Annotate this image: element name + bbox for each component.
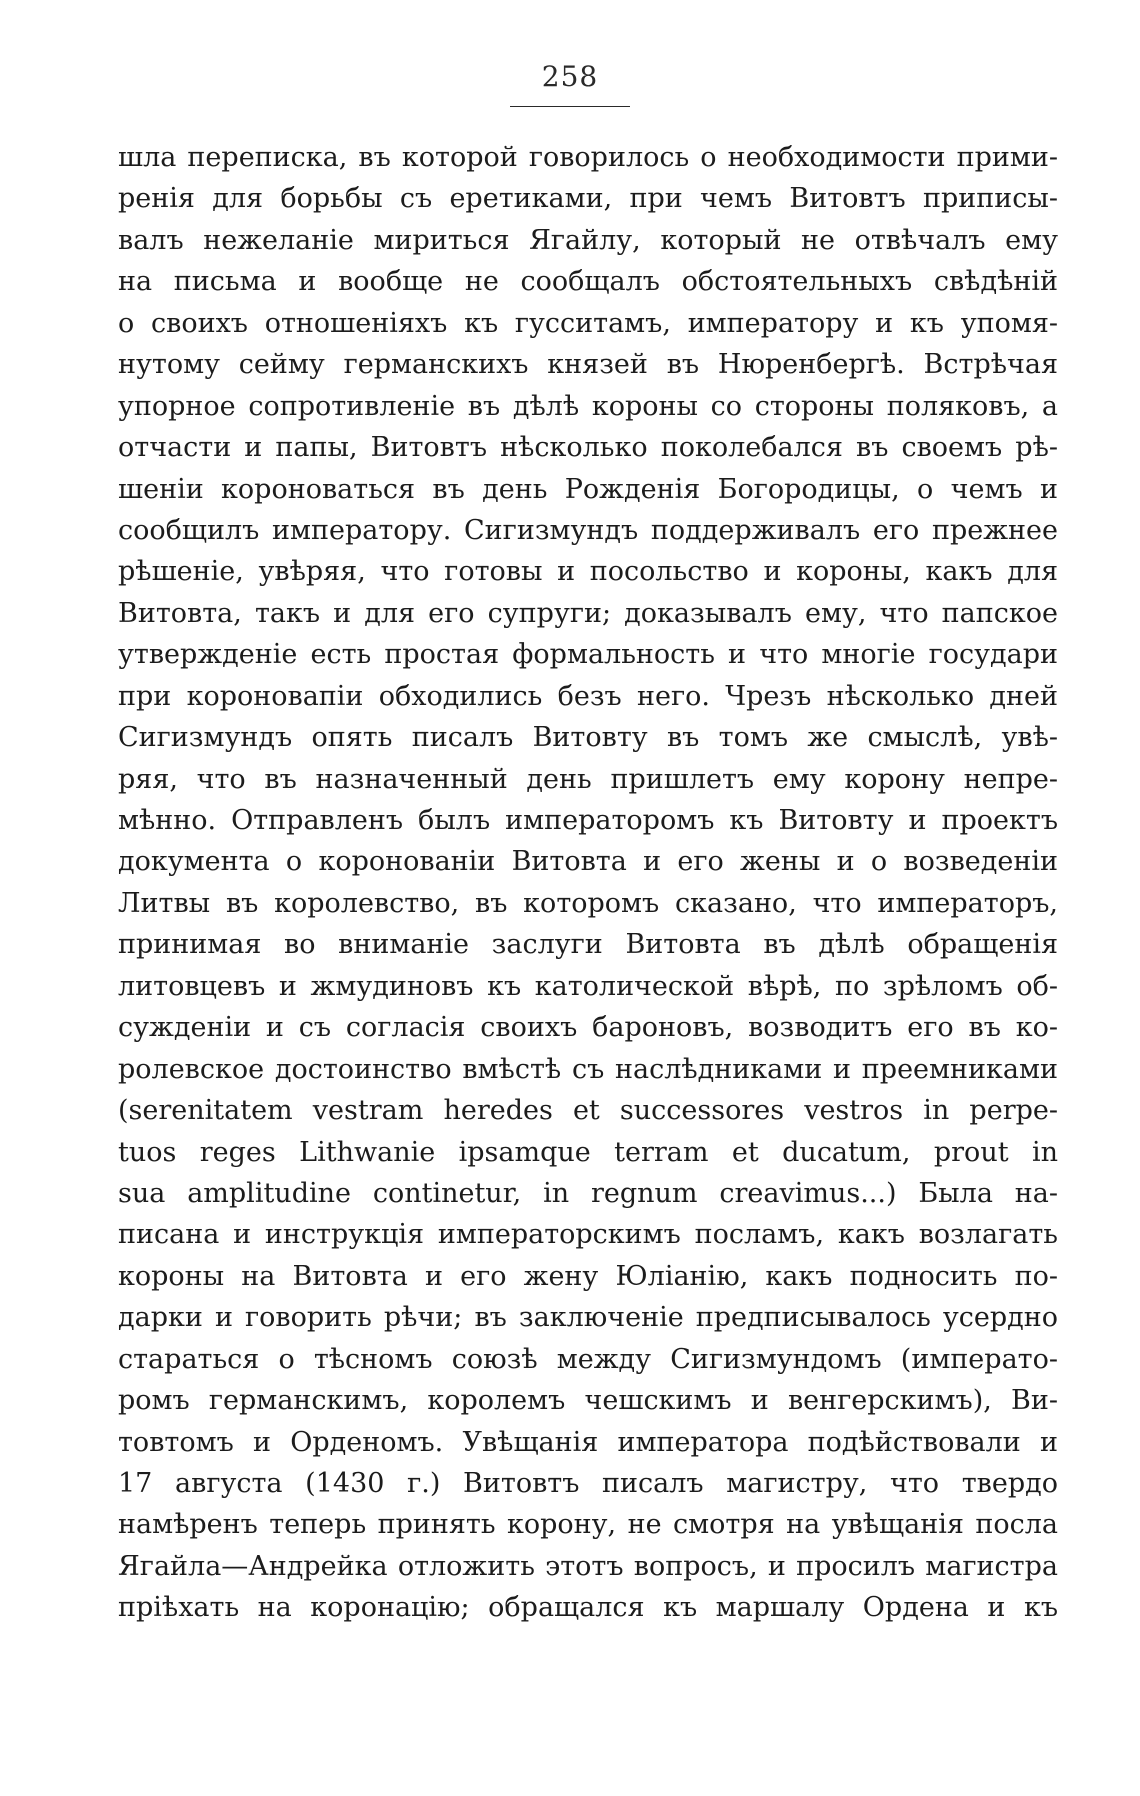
text-line: шеніи короноваться въ день Рожденія Богородицы, о чемъ и [118, 473, 1058, 505]
text-line: принимая во вниманіе заслуги Витовта въ дѣлѣ обращенія [118, 929, 1058, 961]
text-line: литовцевъ и жмудиновъ къ католической вѣрѣ, по зрѣломъ об- [118, 970, 1058, 1002]
text-line: намѣренъ теперь принять корону, не смотря на увѣщанія посла [118, 1509, 1058, 1541]
text-line: упорное сопротивленіе въ дѣлѣ короны со стороны поляковъ, а [118, 390, 1058, 422]
text-line: Ягайла—Андрейка отложить этотъ вопросъ, и просилъ магистра [118, 1550, 1058, 1582]
text-line: мѣнно. Отправленъ былъ императоромъ къ Витовту и проектъ [118, 805, 1058, 836]
text-line: писана и инструкція императорскимъ посламъ, какъ возлагать [118, 1219, 1058, 1251]
body-text [118, 137, 1058, 1629]
text-line: нутому сейму германскихъ князей въ Нюренбергѣ. Встрѣчая [118, 349, 1058, 381]
text-line: пріѣхать на коронацію; обращался къ маршалу Ордена и къ [118, 1592, 1058, 1624]
text-line: tuos reges Lithwanie ipsamque terram et ducatum, prout in [118, 1136, 1058, 1168]
text-line: шла переписка, въ которой говорилось о необходимости прими- [118, 142, 1058, 173]
text-line: на письма и вообще не сообщалъ обстоятельныхъ свѣдѣній [118, 266, 1058, 298]
text-line: дарки и говорить рѣчи; въ заключеніе предписывалось усердно [118, 1302, 1058, 1334]
text-line: короны на Витовта и его жену Юліанію, какъ подносить по- [118, 1260, 1058, 1292]
text-line: сообщилъ императору. Сигизмундъ поддерживалъ его прежнее [118, 514, 1058, 546]
text-line: отчасти и папы, Витовтъ нѣсколько поколебался въ своемъ рѣ- [118, 432, 1058, 464]
page-number: 258 [541, 60, 599, 93]
text-line: (serenitatem vestram heredes et successores vestros in perpe- [118, 1095, 1058, 1127]
text-line: Витовта, такъ и для его супруги; доказывалъ ему, что папское [118, 597, 1058, 629]
text-line: ренія для борьбы съ еретиками, при чемъ Витовтъ приписы- [118, 183, 1058, 215]
text-line: sua amplitudine continetur, in regnum creavimus...) Была на- [118, 1177, 1058, 1209]
text-line: документа о коронованіи Витовта и его жены и о возведеніи [118, 846, 1058, 878]
text-line: стараться о тѣсномъ союзѣ между Сигизмундомъ (императо- [118, 1343, 1058, 1375]
text-line: утвержденіе есть простая формальность и что многіе государи [118, 639, 1058, 671]
text-line: Литвы въ королевство, въ которомъ сказано, что императоръ, [118, 887, 1058, 919]
text-line: валъ нежеланіе мириться Ягайлу, который не отвѣчалъ ему [118, 224, 1058, 256]
text-line: Сигизмундъ опять писалъ Витовту въ томъ же смыслѣ, увѣ- [118, 722, 1058, 754]
text-line: товтомъ и Орденомъ. Увѣщанія императора подѣйствовали и [118, 1426, 1058, 1458]
text-line: ряя, что въ назначенный день пришлетъ ему корону непре- [118, 763, 1058, 795]
text-line: 17 августа (1430 г.) Витовтъ писалъ магистру, что твердо [118, 1468, 1058, 1499]
page-number-container [0, 60, 1140, 93]
text-line: сужденіи и съ согласія своихъ бароновъ, возводитъ его въ ко- [118, 1012, 1058, 1044]
text-line: рѣшеніе, увѣряя, что готовы и посольство и короны, какъ для [118, 556, 1058, 588]
page-number-underline [510, 106, 630, 107]
text-line: при короновапіи обходились безъ него. Чрезъ нѣсколько дней [118, 680, 1058, 712]
text-line: о своихъ отношеніяхъ къ гусситамъ, императору и къ упомя- [118, 307, 1058, 339]
text-line: ролевское достоинство вмѣстѣ съ наслѣдниками и преемниками [118, 1053, 1058, 1085]
text-line: ромъ германскимъ, королемъ чешскимъ и венгерскимъ), Ви- [118, 1385, 1058, 1417]
